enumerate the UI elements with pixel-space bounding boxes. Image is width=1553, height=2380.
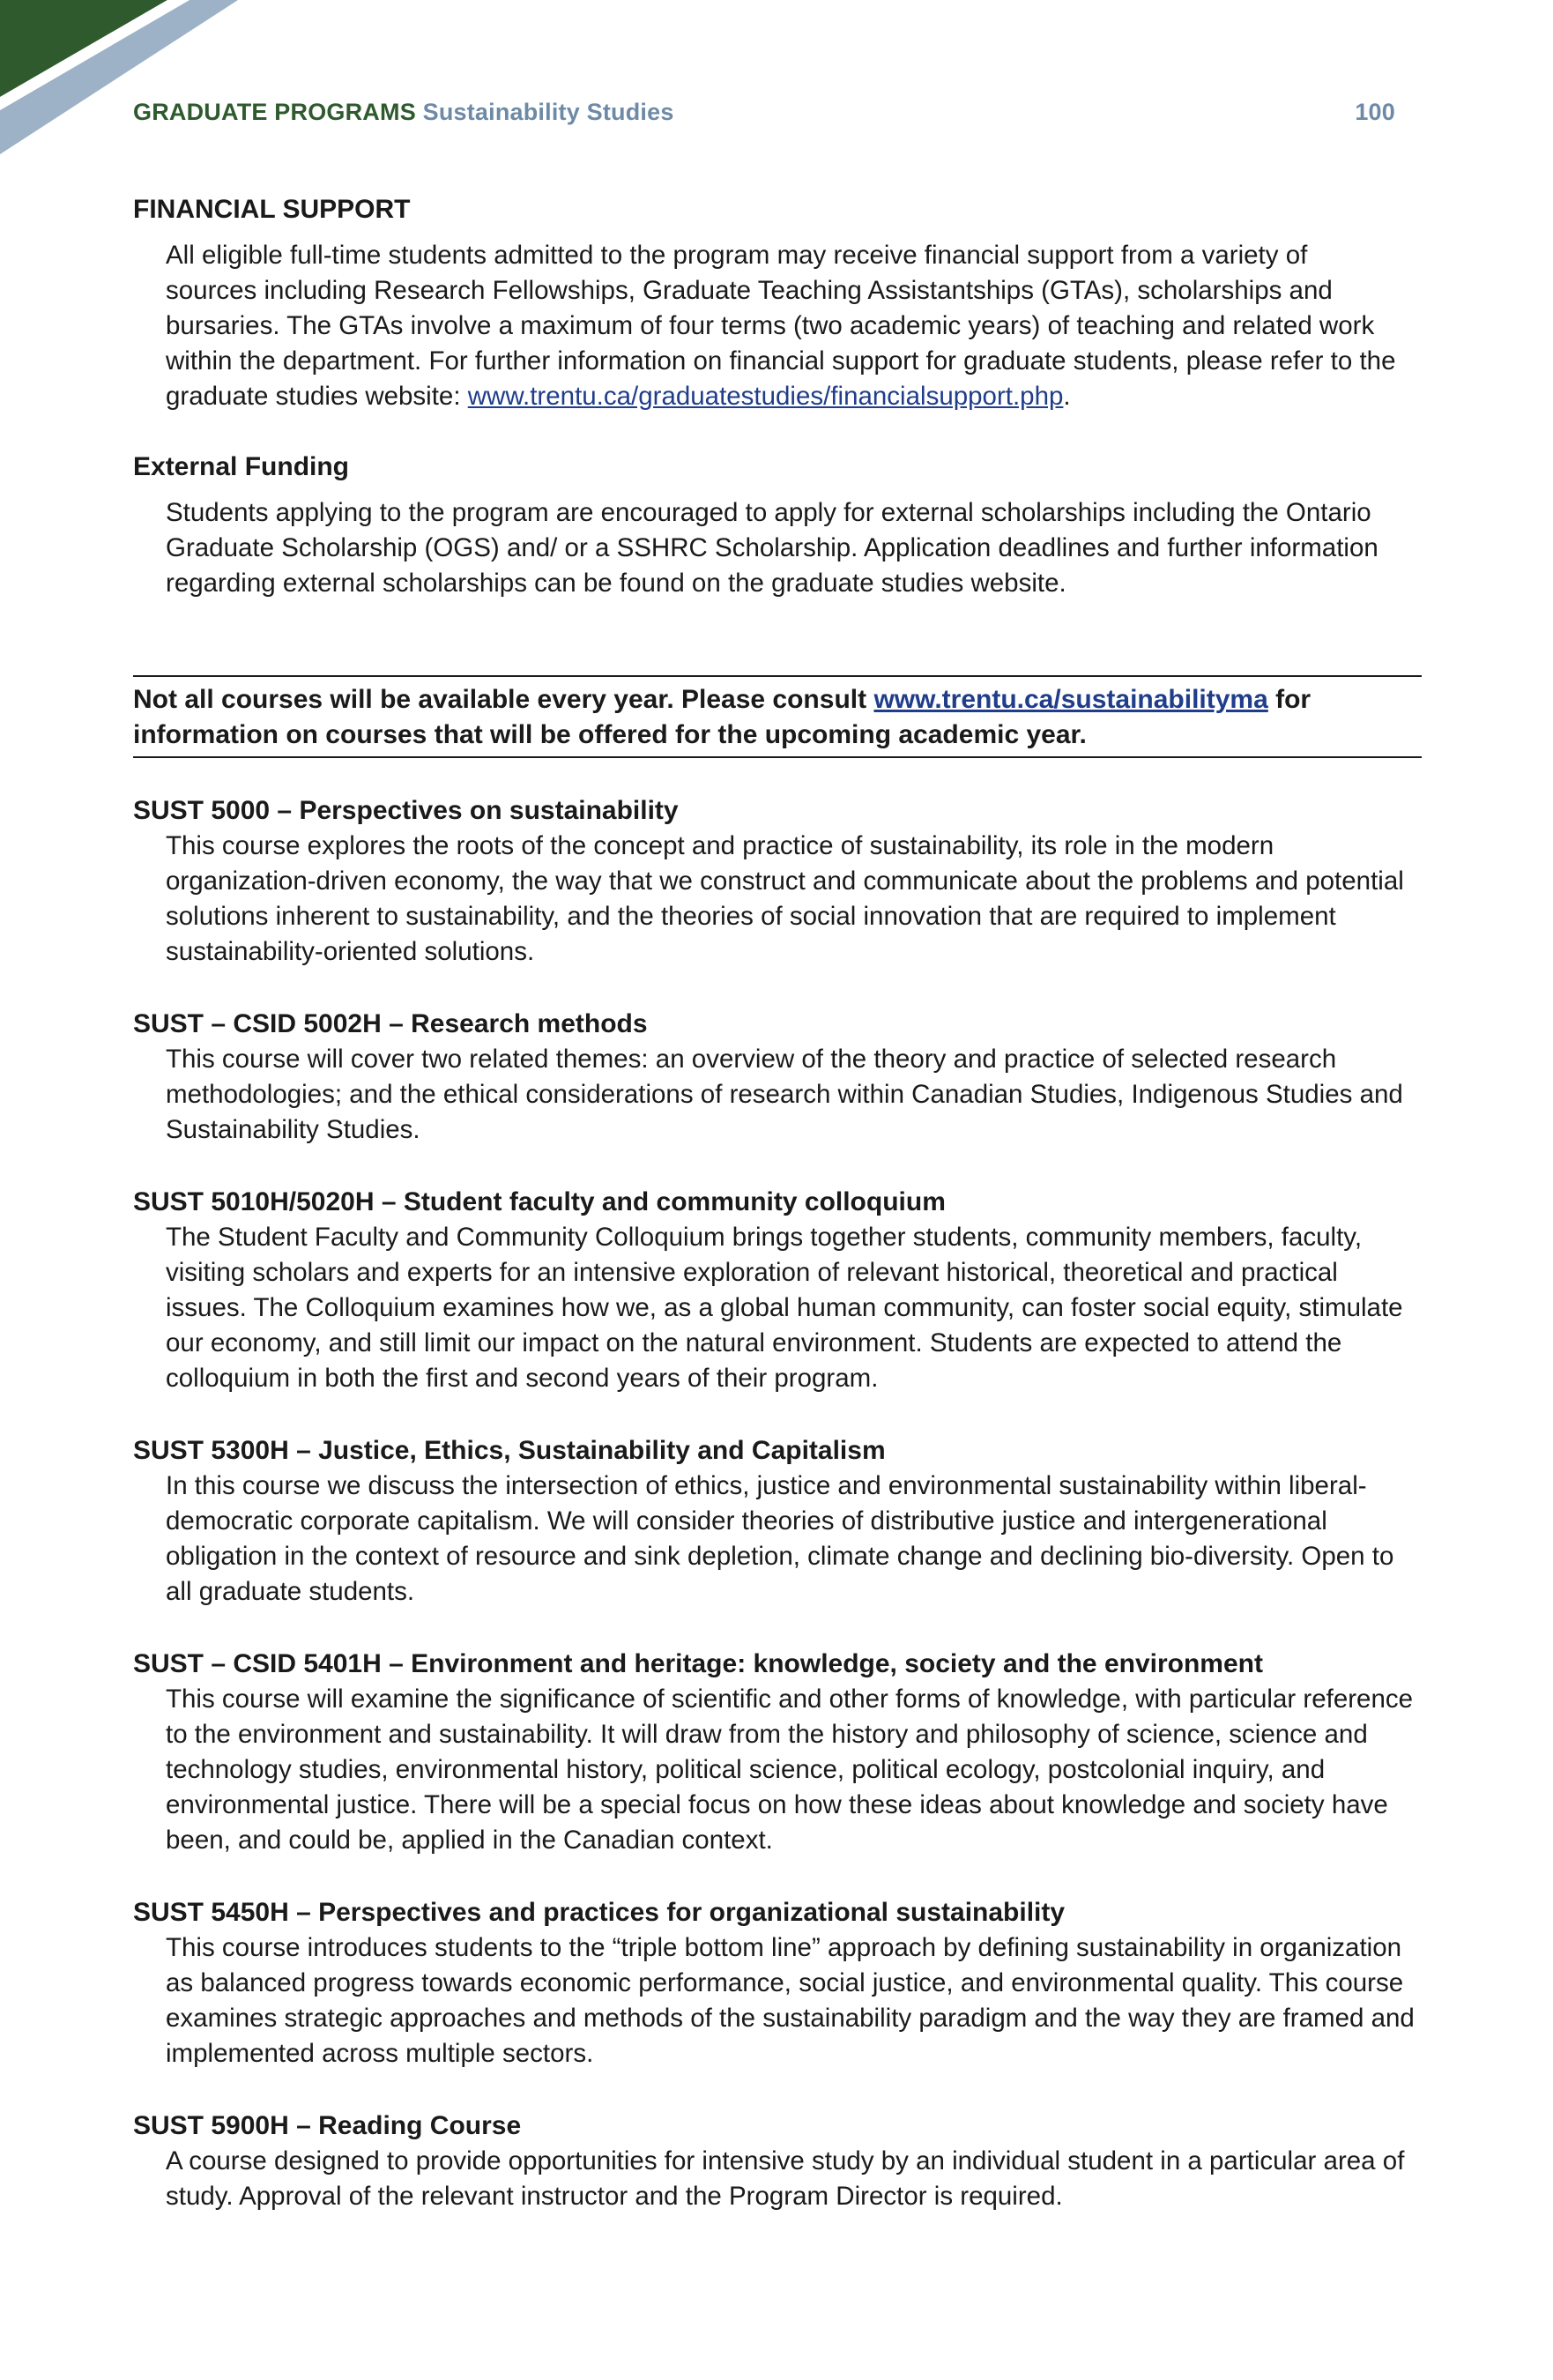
course-description: This course explores the roots of the concept and practice of sustainability, its role in the modern organization-driven economy, the way that we construct and communicate about the problems and potential solutions inherent to sustainability, and the theories of social innovation that are required to implement sustainability-oriented solutions.: [166, 831, 1404, 966]
financial-support-body: [166, 238, 1400, 414]
course-description: The Student Faculty and Community Colloquium brings together students, community members, faculty, visiting scholars and experts for an intensive exploration of relevant historical, theoretical and practical issues. The Colloquium examines how we, as a global human community, can foster social equity, stimulate our economy, and still limit our impact on the natural environment. Students are expected to attend the colloquium in both the first and second years of their program.: [166, 1223, 1403, 1393]
external-funding-heading: External Funding: [133, 452, 350, 481]
course-item: [133, 1007, 1422, 1148]
course-description: This course will examine the significance of scientific and other forms of knowledge, with particular reference to the environment and sustainability. It will draw from the history and philosophy of science, science and technology studies, environmental history, political science, political ecology, postcolonial inquiry, and environmental justice. There will be a special focus on how these ideas about knowledge and society have been, and could be, applied in the Canadian context.: [166, 1685, 1414, 1855]
course-item: [133, 2109, 1422, 2214]
page-header: [133, 99, 1395, 126]
financial-support-end: .: [1063, 382, 1071, 411]
course-title: SUST 5010H/5020H – Student faculty and community colloquium: [133, 1187, 946, 1216]
course-title: SUST – CSID 5401H – Environment and heritage: knowledge, society and the environment: [133, 1649, 1263, 1678]
notice-text-before: Not all courses will be available every year. Please consult: [133, 685, 874, 714]
notice-text-after: for information on courses that will be offered for the upcoming academic year.: [133, 685, 1312, 749]
course-description: This course will cover two related themes: an overview of the theory and practice of selected research methodologies; and the ethical considerations of research within Canadian Studies, Indigenous Studies and Sustainability Studies.: [166, 1045, 1403, 1144]
course-title: SUST – CSID 5002H – Research methods: [133, 1009, 648, 1038]
course-item: [133, 1895, 1422, 2071]
course-title: SUST 5450H – Perspectives and practices for organizational sustainability: [133, 1898, 1066, 1927]
header-subject: Sustainability Studies: [422, 99, 674, 125]
header-program: GRADUATE PROGRAMS: [133, 99, 416, 125]
course-description: In this course we discuss the intersection of ethics, justice and environmental sustainability within liberal-democratic corporate capitalism. We will consider theories of distributive justice and intergenerational obligation in the context of resource and sink depletion, climate change and declining bio-diversity. Open to all graduate students.: [166, 1471, 1394, 1606]
external-funding-body: Students applying to the program are encouraged to apply for external scholarships including the Ontario Graduate Scholarship (OGS) and/ or a SSHRC Scholarship. Application deadlines and further information regarding external scholarships can be found on the graduate studies website.: [166, 498, 1378, 598]
course-item: [133, 793, 1422, 970]
course-title: SUST 5000 – Perspectives on sustainability: [133, 796, 679, 825]
course-title: SUST 5300H – Justice, Ethics, Sustainability and Capitalism: [133, 1436, 886, 1465]
course-description: This course introduces students to the “triple bottom line” approach by defining sustainability in organization as balanced progress towards economic performance, social justice, and environmental quality. This course examines strategic approaches and methods of the sustainability paradigm and the way they are framed and implemented across multiple sectors.: [166, 1933, 1415, 2068]
financial-support-text: All eligible full-time students admitted to the program may receive financial support from a variety of sources including Research Fellowships, Graduate Teaching Assistantships (GTAs), scholarships and bursaries. The GTAs involve a maximum of four terms (two academic years) of teaching and related work within the department. For further information on financial support for graduate students, please refer to the graduate studies website:: [166, 241, 1396, 411]
course-availability-notice: [133, 675, 1422, 758]
course-description: A course designed to provide opportunities for intensive study by an individual student in a particular area of study. Approval of the relevant instructor and the Program Director is required.: [166, 2146, 1405, 2211]
financial-support-heading: FINANCIAL SUPPORT: [133, 195, 411, 224]
corner-decoration: [0, 0, 264, 167]
course-item: [133, 1433, 1422, 1610]
course-title: SUST 5900H – Reading Course: [133, 2111, 522, 2140]
course-item: [133, 1185, 1422, 1396]
sustainability-ma-link[interactable]: www.trentu.ca/sustainabilityma: [873, 685, 1268, 714]
course-list: [133, 793, 1422, 2214]
course-item: [133, 1647, 1422, 1858]
page-number: 100: [1355, 99, 1395, 125]
page-content: [133, 192, 1422, 2214]
financial-support-link[interactable]: www.trentu.ca/graduatestudies/financialsupport.php: [467, 382, 1064, 411]
